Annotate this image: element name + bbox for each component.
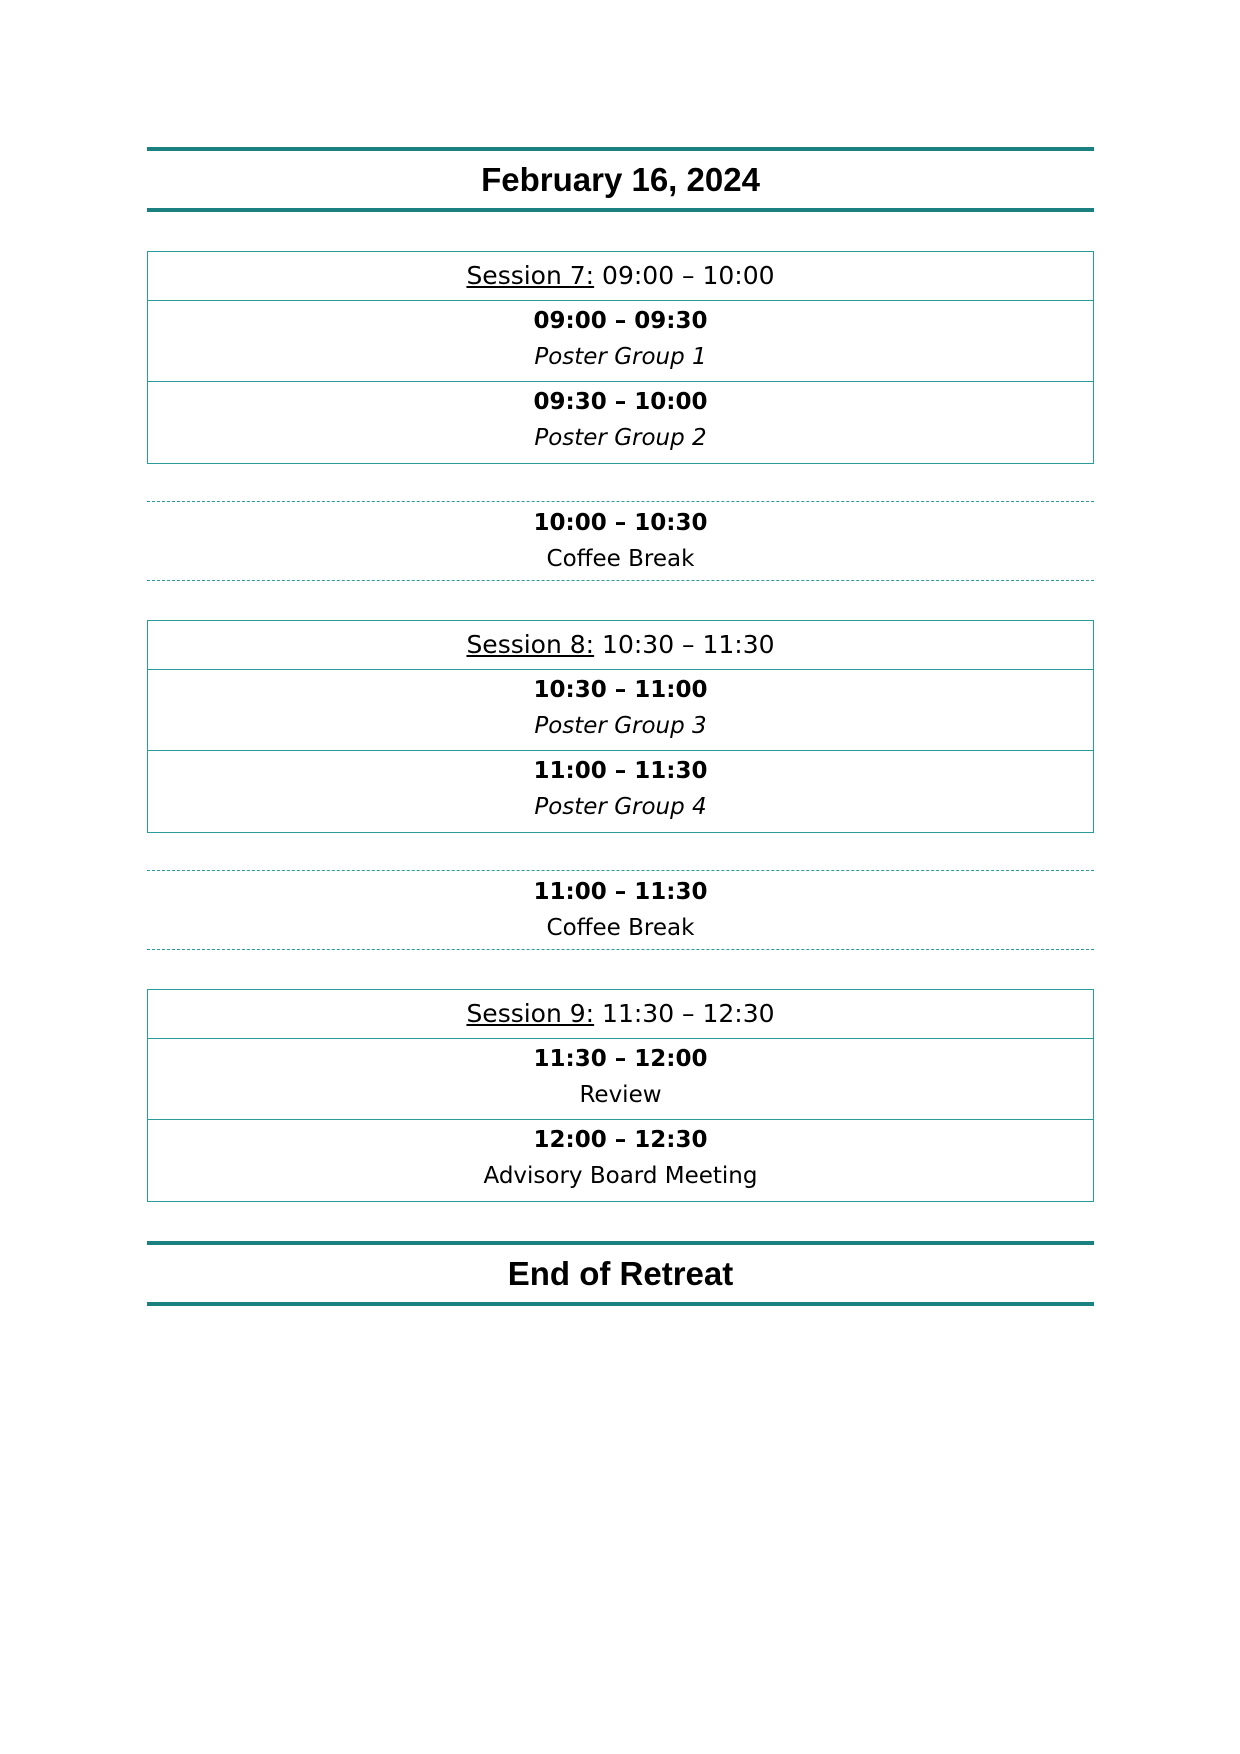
session-block <box>147 620 1094 833</box>
slot-time: 12:00 – 12:30 <box>533 1127 708 1153</box>
slot-title: Poster Group 4 <box>534 794 707 820</box>
slot-title: Poster Group 1 <box>534 344 707 370</box>
session-slot <box>148 382 1093 463</box>
session-header <box>148 252 1093 301</box>
session-block <box>147 251 1094 464</box>
schedule-page <box>147 147 1094 1306</box>
slot-time: 09:00 – 09:30 <box>533 308 708 334</box>
session-label: Session 8: <box>466 630 595 659</box>
end-banner: End of Retreat <box>147 1241 1094 1306</box>
break-time: 10:00 – 10:30 <box>533 510 708 536</box>
break-block <box>147 870 1094 950</box>
session-slot <box>148 1120 1093 1201</box>
slot-title: Advisory Board Meeting <box>483 1163 758 1189</box>
session-range: 09:00 – 10:00 <box>594 261 775 290</box>
session-range: 11:30 – 12:30 <box>594 999 775 1028</box>
session-range: 10:30 – 11:30 <box>594 630 775 659</box>
session-header <box>148 621 1093 670</box>
session-header <box>148 990 1093 1039</box>
session-slot <box>148 301 1093 382</box>
session-label: Session 9: <box>466 999 595 1028</box>
slot-title: Poster Group 3 <box>534 713 707 739</box>
session-block <box>147 989 1094 1202</box>
session-slot <box>148 751 1093 832</box>
date-banner: February 16, 2024 <box>147 147 1094 212</box>
slot-time: 11:00 – 11:30 <box>533 758 708 784</box>
slot-title: Review <box>579 1082 662 1108</box>
break-title: Coffee Break <box>546 546 695 572</box>
session-label: Session 7: <box>466 261 595 290</box>
session-slot <box>148 1039 1093 1120</box>
slot-time: 11:30 – 12:00 <box>533 1046 708 1072</box>
break-time: 11:00 – 11:30 <box>533 879 708 905</box>
slot-time: 10:30 – 11:00 <box>533 677 708 703</box>
break-block <box>147 501 1094 581</box>
slot-time: 09:30 – 10:00 <box>533 389 708 415</box>
session-slot <box>148 670 1093 751</box>
break-title: Coffee Break <box>546 915 695 941</box>
slot-title: Poster Group 2 <box>534 425 707 451</box>
